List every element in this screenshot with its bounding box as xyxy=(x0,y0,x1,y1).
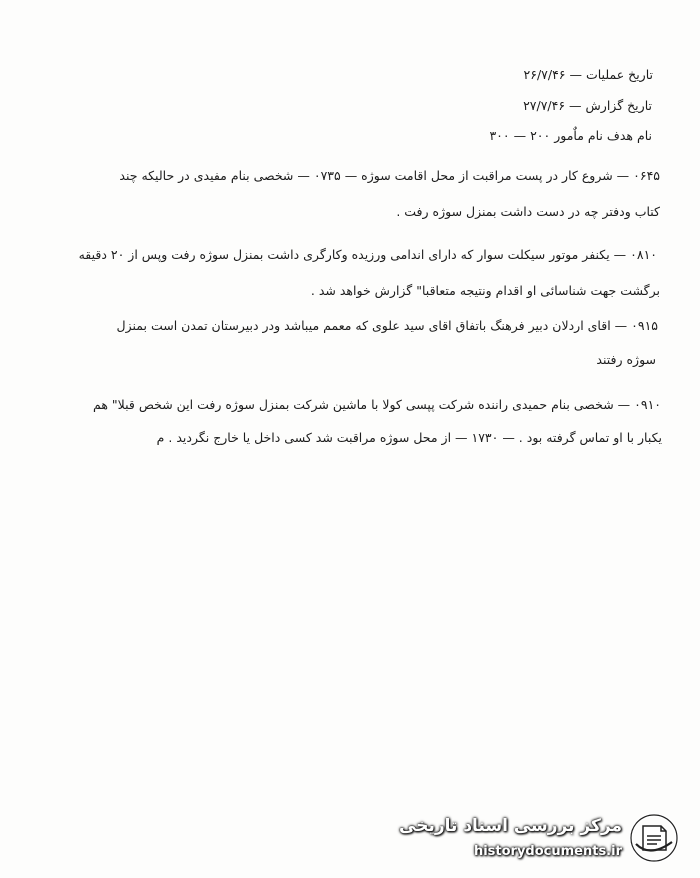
paragraph-3-line-2: سوژه رفتند xyxy=(596,352,656,367)
report-date: تاریخ گزارش — ۲۷/۷/۴۶ xyxy=(523,98,652,113)
paragraph-2-line-2: برگشت جهت شناسائی او اقدام ونتیجه متعاقبا" گزارش خواهد شد . xyxy=(310,283,660,298)
paragraph-4-line-1: ۰۹۱۰ — شخصی بنام حمیدی راننده شرکت پپسی کولا با ماشین شرکت بمنزل سوژه رفت این شخص قبلا" هم xyxy=(93,397,661,412)
watermark-url[interactable]: historydocuments.ir xyxy=(473,844,622,859)
paragraph-2-line-1: ۰۸۱۰ — یکنفر موتور سیکلت سوار که دارای اندامی ورزیده وکارگری داشت بمنزل سوژه رفت وپس از ۲۰ دقیقه xyxy=(78,247,657,262)
paragraph-4-line-2: یکبار با او تماس گرفته بود . — ۱۷۳۰ — از محل سوژه مراقبت شد کسی داخل یا خارج نگردید . م xyxy=(156,430,662,445)
paragraph-3-line-1: ۰۹۱۵ — اقای اردلان دبیر فرهنگ باتفاق اقای سید علوی که معمم میباشد ودر دبیرستان تمدن است بمنزل xyxy=(116,318,658,333)
archive-watermark xyxy=(398,812,688,868)
target-and-agent: نام هدف نام ماٌمور ۲۰۰ — ۳۰۰ xyxy=(489,128,652,143)
paragraph-1-line-1: ۰۶۴۵ — شروع کار در پست مراقبت از محل اقامت سوژه — ۰۷۳۵ — شخصی بنام مفیدی در حالیکه چند xyxy=(119,168,660,183)
operation-date: تاریخ عملیات — ۲۶/۷/۴۶ xyxy=(523,67,653,82)
document-seal-icon xyxy=(628,812,680,864)
paragraph-1-line-2: کتاب ودفتر چه در دست داشت بمنزل سوژه رفت . xyxy=(396,204,660,219)
watermark-title: مرکز بررسی اسناد تاریخی xyxy=(399,816,622,836)
